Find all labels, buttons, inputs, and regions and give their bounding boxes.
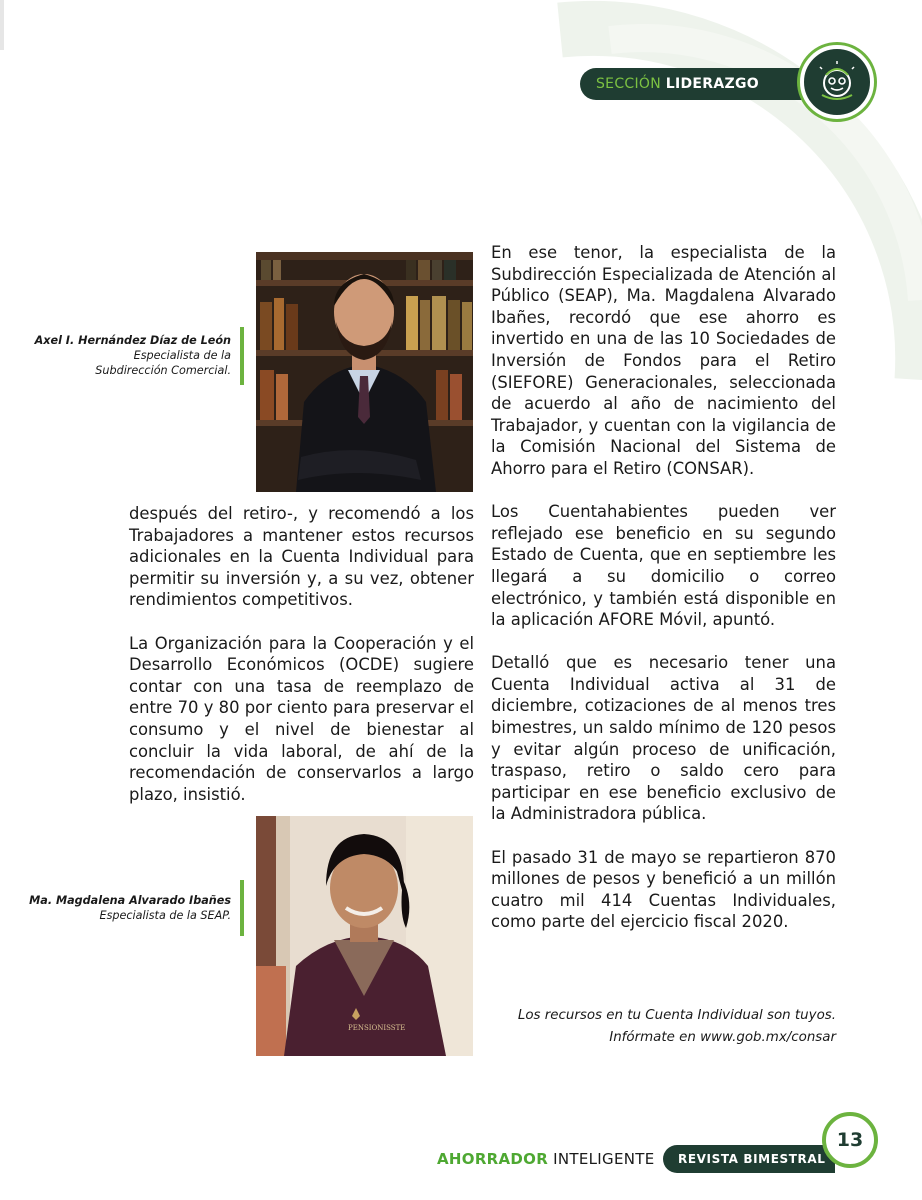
section-badge <box>800 45 874 119</box>
body-paragraph: Los Cuentahabientes pueden ver reflejado ese beneficio en su segundo Estado de Cuenta, que en septiembre les llegará a su domicilio o correo electrónico, y también está disponible en la aplicación AFORE Móvil, apuntó. <box>491 502 836 630</box>
footer-magazine-label: REVISTA BIMESTRAL <box>663 1145 835 1173</box>
footer-brand <box>437 1150 654 1168</box>
right-text-column <box>491 242 836 955</box>
photo-magdalena-alvarado <box>256 816 473 1056</box>
photo-axel-hernandez <box>256 252 473 492</box>
caption-name: Axel I. Hernández Díaz de León <box>34 334 231 347</box>
footer-brand-bold: AHORRADOR <box>437 1150 549 1168</box>
body-paragraph: En ese tenor, la especialista de la Subdirección Especializada de Atención al Público (SEAP), Ma. Magdalena Alvarado Ibañes, recordó que ese ahorro es invertido en una de las 10 Sociedades de Inversión de Fondos para el Retiro (SIEFORE) Generacionales, seleccionada de acuerdo al año de nacimiento del Trabajador, y cuentan con la vigilancia de la Comisión Nacional del Sistema de Ahorro para el Retiro (CONSAR). <box>491 243 836 478</box>
mascot-icon <box>812 57 862 107</box>
vest-logo-text: PENSIONISSTE <box>348 1024 406 1032</box>
body-paragraph: El pasado 31 de mayo se repartieron 870 millones de pesos y benefició a un millón cuatro mil 414 Cuentas Individuales, como parte del ejercicio fiscal 2020. <box>491 847 836 932</box>
footer-brand-light: INTELIGENTE <box>553 1150 655 1168</box>
left-text-column <box>129 503 474 827</box>
closing-line: Los recursos en tu Cuenta Individual son tuyos. <box>517 1008 836 1023</box>
body-paragraph: La Organización para la Cooperación y el Desarrollo Económicos (OCDE) sugiere contar con una tasa de reemplazo de entre 70 y 80 por ciento para preservar el consumo y el nivel de bienestar al concluir la vida laboral, de ahí de la recomendación de conservarlos a largo plazo, insistió. <box>129 633 474 804</box>
closing-note <box>470 1005 836 1048</box>
caption-accent-bar <box>240 327 244 385</box>
body-paragraph: después del retiro-, y recomendó a los Trabajadores a mantener estos recursos adicionales en la Cuenta Individual para permitir su inversión y, a su vez, obtener rendimientos competitivos. <box>129 504 474 610</box>
caption-accent-bar <box>240 880 244 936</box>
caption-role: Especialista de la <box>133 349 231 362</box>
section-label-bold: LIDERAZGO <box>665 76 759 92</box>
section-label <box>580 68 816 100</box>
closing-line: Infórmate en www.gob.mx/consar <box>609 1029 836 1045</box>
caption-axel <box>20 333 231 378</box>
caption-role: Especialista de la SEAP. <box>99 909 231 922</box>
page-number: 13 <box>822 1112 878 1168</box>
section-label-light: SECCIÓN <box>596 76 662 92</box>
caption-role: Subdirección Comercial. <box>95 364 231 377</box>
caption-magdalena <box>20 893 231 923</box>
caption-name: Ma. Magdalena Alvarado Ibañes <box>29 894 231 907</box>
body-paragraph: Detalló que es necesario tener una Cuenta Individual activa al 31 de diciembre, cotizaciones de al menos tres bimestres, un saldo mínimo de 120 pesos y evitar algún proceso de unificación, traspaso, retiro o saldo cero para participar en ese beneficio exclusivo de la Administradora pública. <box>491 653 836 824</box>
